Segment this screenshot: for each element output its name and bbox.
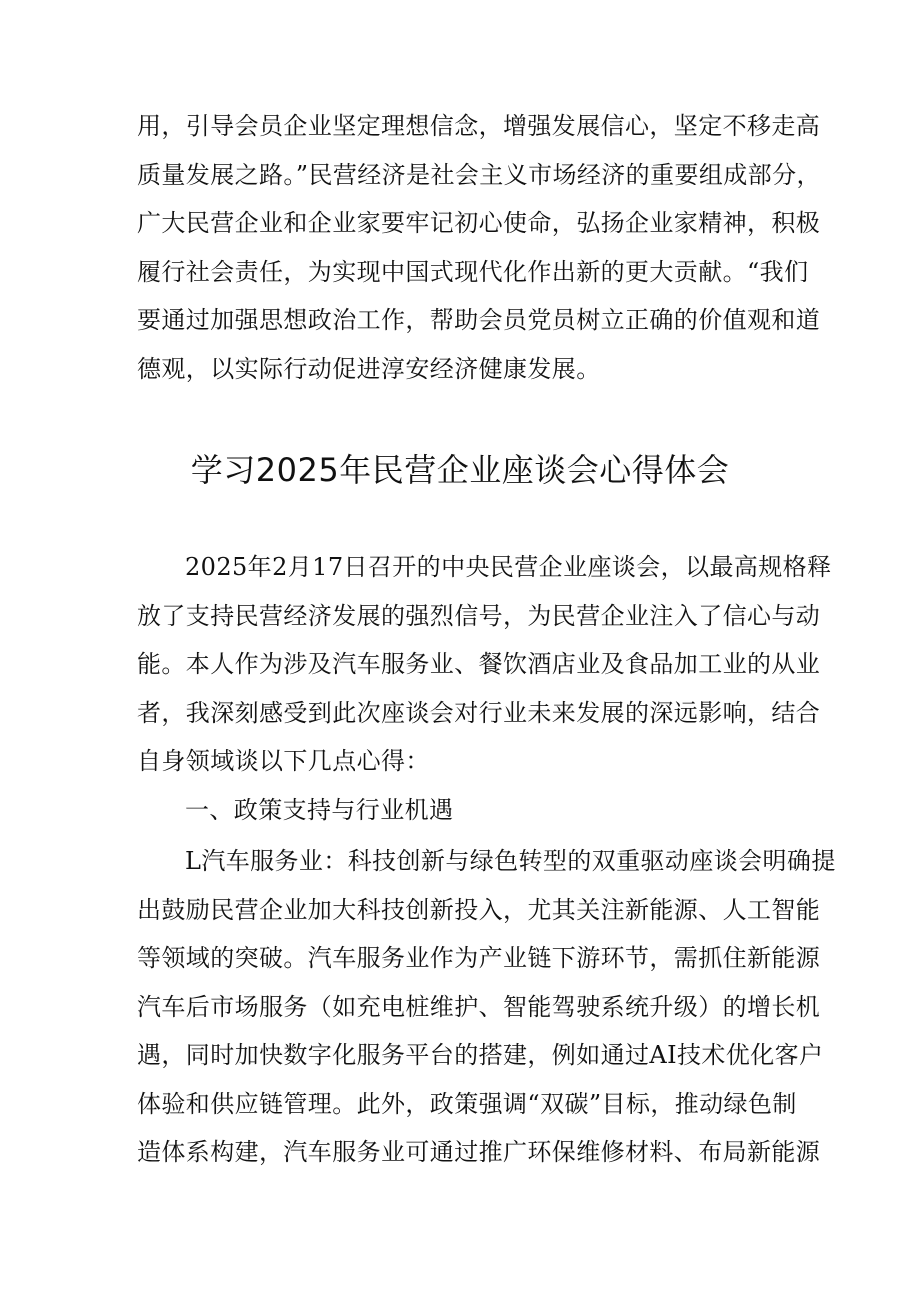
text-line: 质量发展之路。”民营经济是社会主义市场经济的重要组成部分， [137,160,821,189]
text-line: 广大民营企业和企业家要牢记初心使命，弘扬企业家精神，积极 [137,209,821,237]
text-line: 履行社会责任，为实现中国式现代化作出新的更大贡献。“我们 [137,257,809,286]
text-line: 遇，同时加快数字化服务平台的搭建，例如通过AI技术优化客户 [137,1041,824,1069]
text-line: L汽车服务业：科技创新与绿色转型的双重驱动座谈会明确提 [185,847,836,875]
text-line: 自身领域谈以下几点心得： [137,747,430,775]
text-line: 德观，以实际行动促进淳安经济健康发展。 [137,354,601,383]
text-line: 汽车后市场服务（如充电桩维护、智能驾驶系统升级）的增长机 [137,992,821,1021]
text-line: 体验和供应链管理。此外，政策强调“双碳”目标，推动绿色制 [137,1089,797,1118]
section-heading [137,786,797,835]
text-line: 出鼓励民营企业加大科技创新投入，尤其关注新能源、人工智能 [137,895,821,924]
intro-paragraph [137,543,832,786]
text-line: 用，引导会员企业坚定理想信念，增强发展信心，坚定不移走高 [137,112,821,140]
section-heading-text: 一、政策支持与行业机遇 [185,796,454,824]
section-paragraph [137,837,836,1177]
text-line: 等领域的突破。汽车服务业作为产业链下游环节，需抓住新能源 [137,944,821,972]
text-line: 能。本人作为涉及汽车服务业、餐饮酒店业及食品加工业的从业 [137,650,821,678]
paragraph-continued [137,102,821,393]
text-line: 2025年2月17日召开的中央民营企业座谈会，以最高规格释 [185,553,832,581]
document-title: 学习2025年民营企业座谈会心得体会 [190,451,730,489]
text-line: 者，我深刻感受到此次座谈会对行业未来发展的深远影响，结合 [137,698,821,727]
text-line: 要通过加强思想政治工作，帮助会员党员树立正确的价值观和道 [137,306,821,334]
text-line: 造体系构建，汽车服务业可通过推广环保维修材料、布局新能源 [137,1138,821,1166]
text-line: 放了支持民营经济发展的强烈信号，为民营企业注入了信心与动 [137,601,821,630]
